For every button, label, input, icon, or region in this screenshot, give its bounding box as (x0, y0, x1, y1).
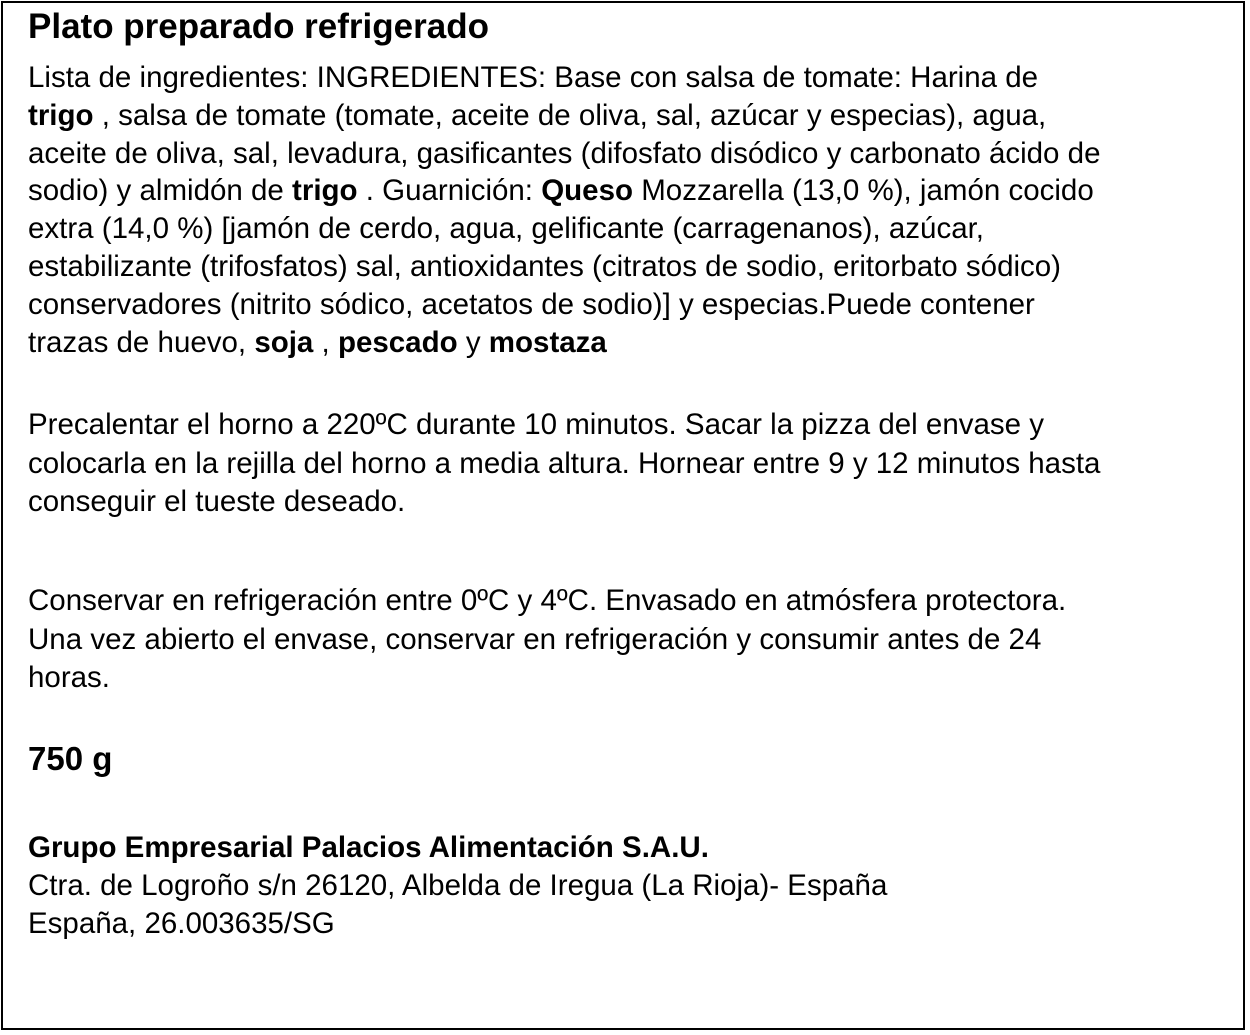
ingredients-text: Mozzarella (13,0 %), jamón cocido (633, 174, 1094, 208)
ingredients-line (28, 135, 1228, 173)
ingredients-line (28, 97, 1228, 135)
ingredients-line (28, 172, 1228, 210)
net-weight: 750 g (28, 740, 113, 777)
ingredients-line (28, 286, 1228, 324)
storage-line: horas. (28, 661, 110, 694)
allergen-text: soja (254, 325, 314, 359)
ingredients-text: trazas de huevo, (28, 325, 255, 359)
ingredients-text: estabilizante (trifosfatos) sal, antioxidantes (citratos de sodio, eritorbato sódico) (28, 249, 1062, 283)
ingredients-line (28, 324, 1228, 362)
ingredients-text: y (457, 325, 489, 359)
ingredients-text: Lista de ingredientes: INGREDIENTES: Base con salsa de tomate: Harina de (28, 61, 1039, 94)
allergen-text: Queso (541, 174, 634, 208)
storage-line: Una vez abierto el envase, conservar en refrigeración y consumir antes de 24 (28, 622, 1042, 656)
preparation-instructions (28, 406, 1100, 522)
ingredients-text: sodio) y almidón de (28, 174, 293, 208)
allergen-text: trigo (28, 98, 94, 132)
company-registry: España, 26.003635/SG (28, 907, 335, 940)
ingredients-text: aceite de oliva, sal, levadura, gasificantes (difosfato disódico y carbonato ácido de (28, 136, 1101, 170)
company-name: Grupo Empresarial Palacios Alimentación S.A.U. (28, 831, 709, 864)
ingredients-text: , salsa de tomate (tomate, aceite de oliva, sal, azúcar y especias), agua, (93, 98, 1047, 132)
ingredients-text: , (313, 325, 338, 359)
storage-instructions (28, 582, 1066, 698)
ingredients-text: extra (14,0 %) [jamón de cerdo, agua, gelificante (carragenanos), azúcar, (28, 212, 984, 246)
company-address: Ctra. de Logroño s/n 26120, Albelda de Iregua (La Rioja)- España (28, 869, 888, 902)
ingredients-text: . Guarnición: (357, 174, 542, 208)
allergen-text: pescado (337, 325, 458, 359)
instructions-line: Precalentar el horno a 220ºC durante 10 minutos. Sacar la pizza del envase y (28, 408, 1045, 441)
ingredients-line (28, 210, 1228, 248)
instructions-line: colocarla en la rejilla del horno a media altura. Hornear entre 9 y 12 minutos hasta (28, 446, 1101, 480)
allergen-text: mostaza (488, 325, 607, 359)
ingredients-line (28, 59, 1228, 97)
product-label (1, 1, 1245, 1030)
company-info (28, 829, 887, 943)
ingredients-line (28, 248, 1228, 286)
storage-line: Conservar en refrigeración entre 0ºC y 4ºC. Envasado en atmósfera protectora. (28, 584, 1067, 617)
instructions-line: conseguir el tueste deseado. (28, 485, 406, 518)
ingredients-text: conservadores (nitrito sódico, acetatos de sodio)] y especias.Puede contener (28, 287, 1035, 321)
ingredients-list (28, 59, 1228, 361)
allergen-text: trigo (292, 174, 358, 208)
product-title: Plato preparado refrigerado (28, 7, 489, 46)
